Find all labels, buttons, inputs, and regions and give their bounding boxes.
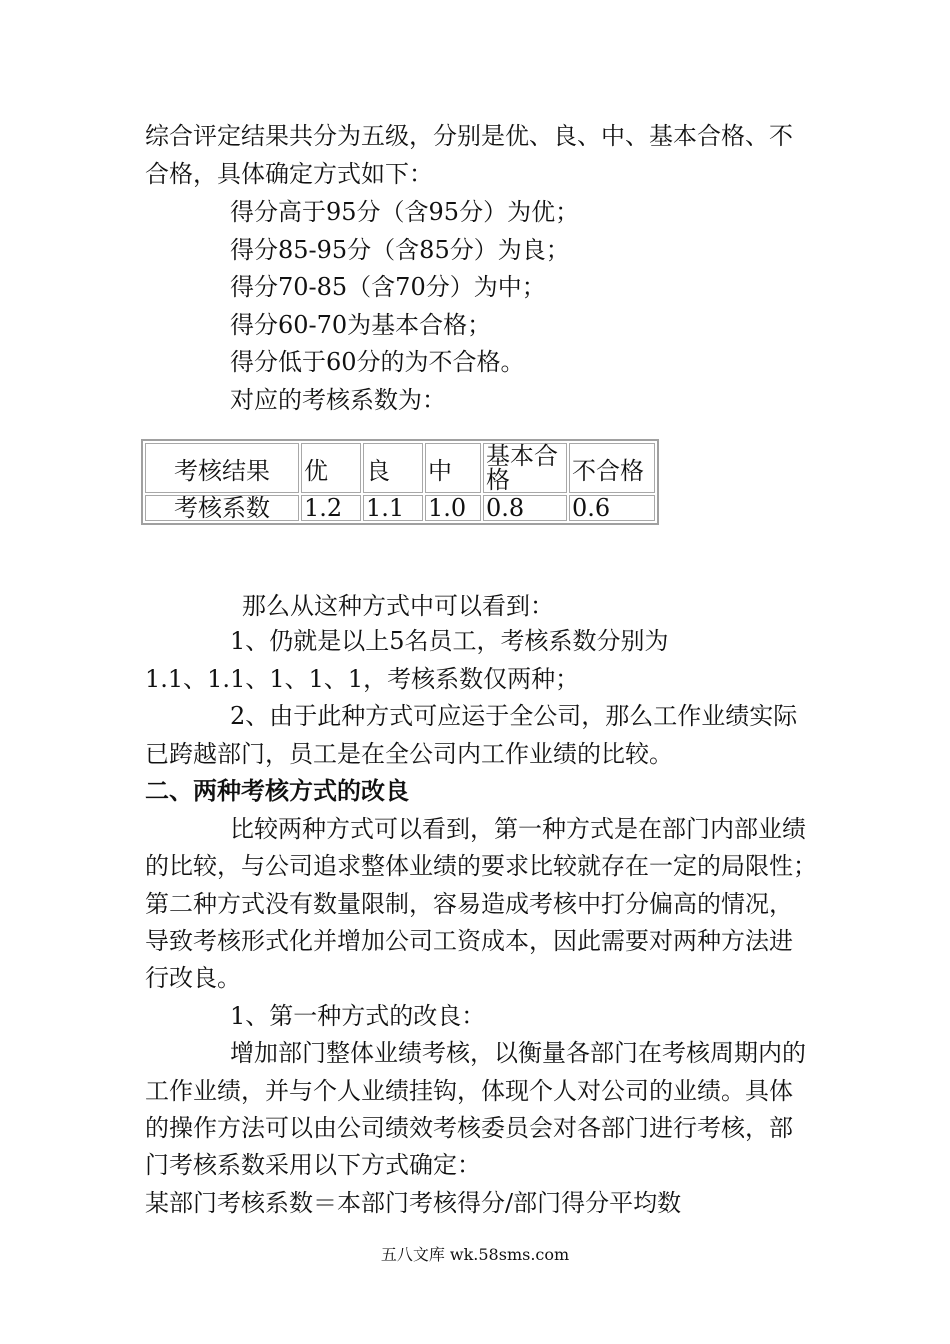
table-header-cell: 基本合格 <box>483 443 567 493</box>
coefficient-table <box>141 439 659 525</box>
analysis-point1-line2: 1.1、1.1、1、1、1，考核系数仅两种； <box>145 665 580 693</box>
criteria-excellent: 得分高于95分（含95分）为优； <box>230 198 580 226</box>
section-para-line: 第二种方式没有数量限制，容易造成考核中打分偏高的情况， <box>145 890 793 918</box>
table-cell: 0.6 <box>569 495 655 521</box>
table-cell: 1.2 <box>301 495 361 521</box>
subsection-para-line: 门考核系数采用以下方式确定： <box>145 1151 481 1179</box>
intro-line-1: 综合评定结果共分为五级，分别是优、良、中、基本合格、不 <box>145 122 793 150</box>
criteria-medium: 得分70-85（含70分）为中； <box>230 273 546 301</box>
analysis-intro: 那么从这种方式中可以看到： <box>242 592 554 620</box>
table-header-cell: 不合格 <box>569 443 655 493</box>
table-cell: 1.1 <box>363 495 423 521</box>
analysis-point2-line2: 已跨越部门，员工是在全公司内工作业绩的比较。 <box>145 740 673 768</box>
formula-line: 某部门考核系数＝本部门考核得分/部门得分平均数 <box>145 1189 682 1217</box>
table-header-cell: 考核结果 <box>145 443 299 493</box>
section-para-line: 导致考核形式化并增加公司工资成本，因此需要对两种方法进 <box>145 927 793 955</box>
intro-line-2: 合格，具体确定方式如下： <box>145 160 433 188</box>
criteria-fail: 得分低于60分的为不合格。 <box>230 348 525 376</box>
table-cell: 考核系数 <box>145 495 299 521</box>
section-heading: 二、两种考核方式的改良 <box>145 777 409 805</box>
table-header-row <box>145 443 655 493</box>
analysis-point2-line1: 2、由于此种方式可应运于全公司，那么工作业绩实际 <box>230 702 798 730</box>
section-para-line: 的比较，与公司追求整体业绩的要求比较就存在一定的局限性； <box>145 852 817 880</box>
coefficient-intro: 对应的考核系数为： <box>230 386 446 414</box>
criteria-basic-pass: 得分60-70为基本合格； <box>230 311 492 339</box>
table-header-cell: 中 <box>425 443 481 493</box>
subsection-title: 1、第一种方式的改良： <box>230 1002 486 1030</box>
subsection-para-line: 的操作方法可以由公司绩效考核委员会对各部门进行考核，部 <box>145 1114 793 1142</box>
table-cell: 1.0 <box>425 495 481 521</box>
criteria-good: 得分85-95分（含85分）为良； <box>230 236 570 264</box>
table-row <box>145 495 655 521</box>
table-header-cell: 良 <box>363 443 423 493</box>
section-para-line: 比较两种方式可以看到，第一种方式是在部门内部业绩 <box>230 815 806 843</box>
table-header-cell: 优 <box>301 443 361 493</box>
table-cell: 0.8 <box>483 495 567 521</box>
footer-watermark: 五八文库 wk.58sms.com <box>380 1245 570 1264</box>
subsection-para-line: 工作业绩，并与个人业绩挂钩，体现个人对公司的业绩。具体 <box>145 1077 793 1105</box>
section-para-line: 行改良。 <box>145 964 241 992</box>
analysis-point1-line1: 1、仍就是以上5名员工，考核系数分别为 <box>230 627 669 655</box>
subsection-para-line: 增加部门整体业绩考核，以衡量各部门在考核周期内的 <box>230 1039 806 1067</box>
